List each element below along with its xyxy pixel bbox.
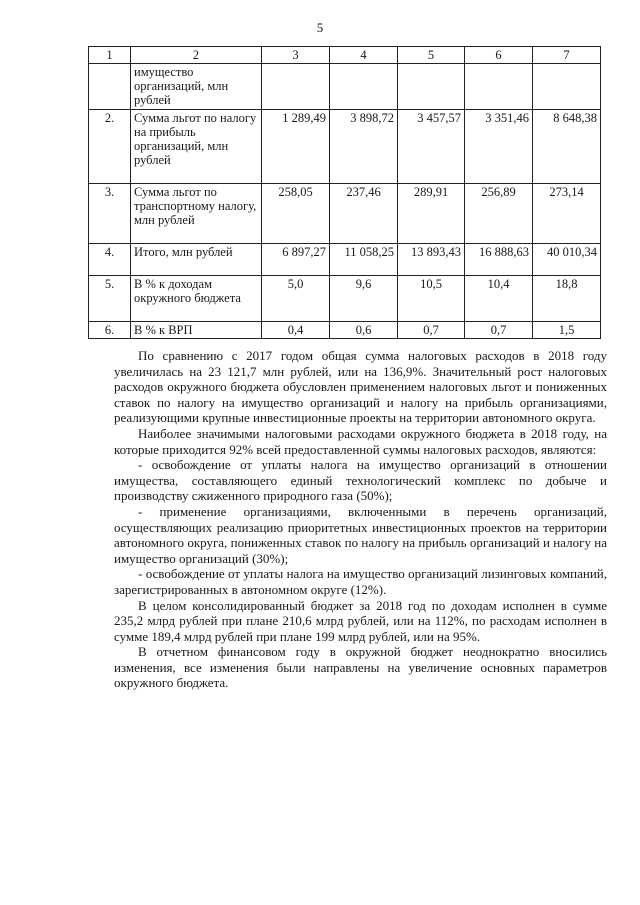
cell-value: 18,8 [533,276,601,322]
column-number: 5 [398,47,465,64]
row-label: имущество организаций, млн рублей [131,64,262,110]
row-label: В % к ВРП [131,322,262,339]
cell-value: 1,5 [533,322,601,339]
cell-value: 0,4 [262,322,330,339]
cell-value [533,64,601,110]
column-number: 6 [465,47,533,64]
cell-value [465,64,533,110]
cell-value: 0,7 [398,322,465,339]
cell-value: 5,0 [262,276,330,322]
cell-value: 3 457,57 [398,110,465,184]
table-row [89,64,601,110]
tax-expenditures-table [88,46,601,339]
list-item: - освобождение от уплаты налога на имущество организаций в отношении имущества, составляющего единый технологический комплекс по добыче и производству сжиженного природного газа (50%); [114,457,607,504]
cell-value: 9,6 [330,276,398,322]
table-row [89,276,601,322]
cell-value: 258,05 [262,184,330,244]
paragraph: Наиболее значимыми налоговыми расходами окружного бюджета в 2018 году, на которые приходится 92% всей предоставленной суммы налоговых расходов, являются: [114,425,607,457]
cell-value: 10,4 [465,276,533,322]
cell-value: 6 897,27 [262,244,330,276]
column-number: 7 [533,47,601,64]
cell-value: 3 898,72 [330,110,398,184]
column-number: 1 [89,47,131,64]
column-number: 4 [330,47,398,64]
cell-value: 256,89 [465,184,533,244]
page-number: 5 [316,20,324,35]
cell-value: 0,7 [465,322,533,339]
cell-value: 40 010,34 [533,244,601,276]
row-number: 5. [89,276,131,322]
list-item: - освобождение от уплаты налога на имущество организаций лизинговых компаний, зарегистрированных в автономном округе (12%). [114,566,607,597]
paragraph: В целом консолидированный бюджет за 2018 год по доходам исполнен в сумме 235,2 млрд рублей при плане 210,6 млрд рублей, или на 112%, по расходам исполнен в сумме 189,4 млрд рублей при плане 199 млрд рублей, или на 95%. [114,597,607,644]
row-label: Итого, млн рублей [131,244,262,276]
table-row [89,244,601,276]
cell-value: 1 289,49 [262,110,330,184]
row-number: 6. [89,322,131,339]
paragraph: По сравнению с 2017 годом общая сумма налоговых расходов в 2018 году увеличилась на 23 121,7 млн рублей, или на 136,9%. Значительный рост налоговых расходов окружного бюджета обусловлен применением налоговых льгот и пониженных ставок по налогу на имущество организаций и налогу на прибыль организациями, реализующими крупные инвестиционные проекты на территории автономного округа. [114,348,607,426]
row-number: 2. [89,110,131,184]
table-row [89,110,601,184]
table-row [89,322,601,339]
cell-value: 10,5 [398,276,465,322]
cell-value: 237,46 [330,184,398,244]
cell-value [398,64,465,110]
body-text [114,348,607,691]
cell-value: 273,14 [533,184,601,244]
row-label: Сумма льгот по транспортному налогу, млн рублей [131,184,262,244]
cell-value: 13 893,43 [398,244,465,276]
row-label: В % к доходам окружного бюджета [131,276,262,322]
column-number: 2 [131,47,262,64]
cell-value: 11 058,25 [330,244,398,276]
row-number [89,64,131,110]
paragraph: В отчетном финансовом году в окружной бюджет неоднократно вносились изменения, все изменения были направлены на увеличение основных параметров окружного бюджета. [114,644,607,691]
table-row [89,184,601,244]
row-number: 4. [89,244,131,276]
cell-value: 3 351,46 [465,110,533,184]
cell-value: 16 888,63 [465,244,533,276]
cell-value: 0,6 [330,322,398,339]
cell-value: 8 648,38 [533,110,601,184]
column-number: 3 [262,47,330,64]
cell-value [262,64,330,110]
cell-value: 289,91 [398,184,465,244]
row-label: Сумма льгот по налогу на прибыль организаций, млн рублей [131,110,262,184]
cell-value [330,64,398,110]
list-item: - применение организациями, включенными в перечень организаций, осуществляющих реализацию приоритетных инвестиционных проектов на территории автономного округа, пониженных ставок по налогу на прибыль организаций и налогу на имущество организаций (30%); [114,503,607,566]
table-header-row [89,47,601,64]
row-number: 3. [89,184,131,244]
